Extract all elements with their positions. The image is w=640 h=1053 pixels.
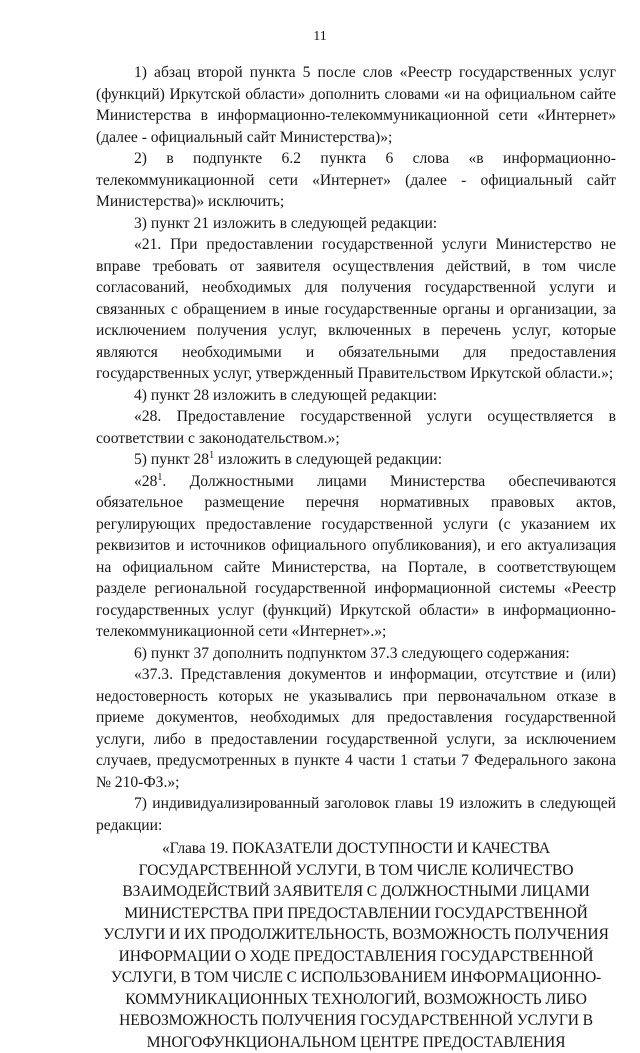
paragraph-item-28: «28. Предоставление государственной услуги осуществляется в соответствии с законодательством.»;	[96, 406, 616, 449]
chapter-19-heading	[96, 838, 616, 1053]
heading-line: КОММУНИКАЦИОННЫХ ТЕХНОЛОГИЙ, ВОЗМОЖНОСТЬ ЛИБО	[96, 989, 616, 1011]
text-run: . Должностными лицами Министерства обеспечиваются обязательное размещение перечня нормативных правовых актов, регулирующих предоставление государственной услуги (с указанием их реквизитов и источников официального опубликования), и его актуализация на официальном сайте Министерства, на Портале, в соответствующем разделе региональной государственной информационной системы «Реестр государственных услуг (функций) Иркутской области» в информационно-телекоммуникационной сети «Интернет».»;	[96, 473, 616, 641]
heading-line: УСЛУГИ И ИХ ПРОДОЛЖИТЕЛЬНОСТЬ, ВОЗМОЖНОСТЬ ПОЛУЧЕНИЯ	[96, 924, 616, 946]
paragraph-amendment-5-intro	[96, 449, 616, 471]
heading-line: ГОСУДАРСТВЕННОЙ УСЛУГИ, В ТОМ ЧИСЛЕ КОЛИЧЕСТВО	[96, 860, 616, 882]
text-run: «28	[134, 473, 157, 490]
paragraph-amendment-1: 1) абзац второй пункта 5 после слов «Реестр государственных услуг (функций) Иркутской области» дополнить словами «и на официальном сайте Министерства в информационно-телекоммуникационной сети «Интернет» (далее - официальный сайт Министерства)»;	[96, 62, 616, 148]
paragraph-amendment-7-intro: 7) индивидуализированный заголовок главы 19 изложить в следующей редакции:	[96, 793, 616, 836]
paragraph-item-37-3: «37.3. Представления документов и информации, отсутствие и (или) недостоверность которых не указывались при первоначальном отказе в приеме документов, необходимых для предоставления государственной услуги, либо в предоставлении государственной услуги, за исключением случаев, предусмотренных в пункте 4 части 1 статьи 7 Федерального закона № 210-ФЗ.»;	[96, 664, 616, 793]
paragraph-amendment-4-intro: 4) пункт 28 изложить в следующей редакции:	[96, 385, 616, 407]
heading-line: «Глава 19. ПОКАЗАТЕЛИ ДОСТУПНОСТИ И КАЧЕСТВА	[96, 838, 616, 860]
paragraph-amendment-2: 2) в подпункте 6.2 пункта 6 слова «в информационно-телекоммуникационной сети «Интернет» (далее - официальный сайт Министерства)» исключить;	[96, 148, 616, 213]
heading-line: УСЛУГИ, В ТОМ ЧИСЛЕ С ИСПОЛЬЗОВАНИЕМ ИНФОРМАЦИОННО-	[96, 967, 616, 989]
page-number: 11	[0, 26, 640, 48]
paragraph-amendment-6-intro: 6) пункт 37 дополнить подпунктом 37.3 следующего содержания:	[96, 643, 616, 665]
paragraph-amendment-3-intro: 3) пункт 21 изложить в следующей редакции:	[96, 213, 616, 235]
superscript: 1	[209, 450, 214, 461]
text-run: 5) пункт 28	[134, 451, 209, 468]
heading-line: ИНФОРМАЦИИ О ХОДЕ ПРЕДОСТАВЛЕНИЯ ГОСУДАРСТВЕННОЙ	[96, 946, 616, 968]
paragraph-item-28-1	[96, 471, 616, 643]
heading-line: МИНИСТЕРСТВА ПРИ ПРЕДОСТАВЛЕНИИ ГОСУДАРСТВЕННОЙ	[96, 903, 616, 925]
document-body	[96, 62, 616, 1053]
superscript: 1	[157, 472, 162, 483]
paragraph-item-21: «21. При предоставлении государственной услуги Министерство не вправе требовать от заявителя осуществления действий, в том числе согласований, необходимых для получения государственной услуги и связанных с обращением в иные государственные органы и организации, за исключением получения услуг, включенных в перечень услуг, которые являются необходимыми и обязательными для предоставления государственных услуг, утвержденный Правительством Иркутской области.»;	[96, 234, 616, 385]
heading-line: МНОГОФУНКЦИОНАЛЬНОМ ЦЕНТРЕ ПРЕДОСТАВЛЕНИЯ	[96, 1032, 616, 1053]
text-run: изложить в следующей редакции:	[214, 451, 442, 468]
heading-line: НЕВОЗМОЖНОСТЬ ПОЛУЧЕНИЯ ГОСУДАРСТВЕННОЙ УСЛУГИ В	[96, 1010, 616, 1032]
heading-line: ВЗАИМОДЕЙСТВИЙ ЗАЯВИТЕЛЯ С ДОЛЖНОСТНЫМИ ЛИЦАМИ	[96, 881, 616, 903]
